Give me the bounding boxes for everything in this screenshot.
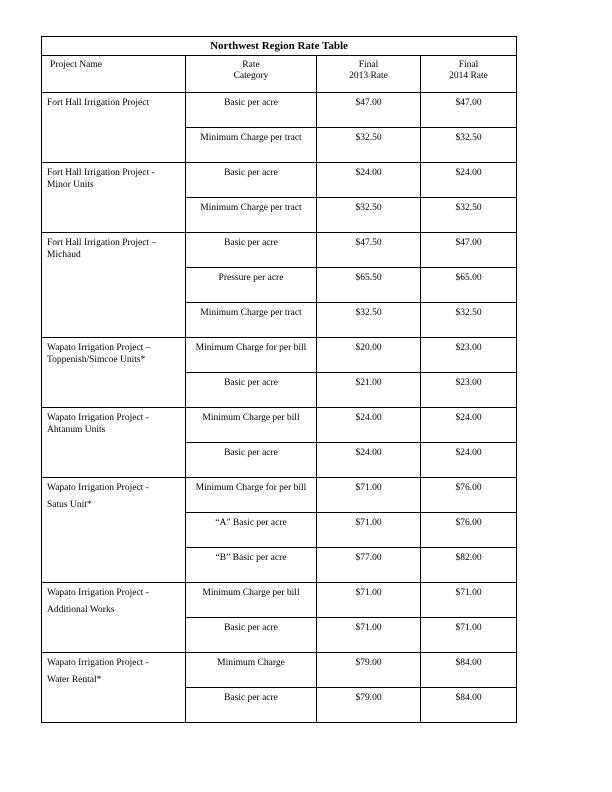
rate-2013-cell: $47.50 (317, 233, 421, 268)
rate-category-cell: Basic per acre (186, 373, 317, 408)
table-row (42, 653, 517, 688)
rate-2014-cell: $47.00 (421, 233, 517, 268)
rate-2014-cell: $84.00 (421, 653, 517, 688)
rate-2013-cell: $71.00 (317, 618, 421, 653)
rate-category-cell: Minimum Charge (186, 653, 317, 688)
rate-2013-cell: $21.00 (317, 373, 421, 408)
project-name-line1: Fort Hall Irrigation Project - (47, 168, 155, 178)
rate-2014-cell: $23.00 (421, 373, 517, 408)
project-name-line2: Minor Units (47, 180, 94, 190)
rate-category-cell: Basic per acre (186, 443, 317, 478)
project-name-line2: Michaud (47, 250, 81, 260)
rate-2014-cell: $32.50 (421, 198, 517, 233)
rate-2014-cell: $65.00 (421, 268, 517, 303)
rate-2013-cell: $77.00 (317, 548, 421, 583)
project-name-cell (42, 338, 186, 408)
project-name-cell (42, 93, 186, 163)
rate-2014-cell: $71.00 (421, 618, 517, 653)
project-name-cell (42, 163, 186, 233)
table-row (42, 233, 517, 268)
rate-2014-cell: $82.00 (421, 548, 517, 583)
rate-2013-cell: $24.00 (317, 443, 421, 478)
project-name-line1: Fort Hall Irrigation Project – (47, 238, 157, 248)
rate-2014-cell: $24.00 (421, 443, 517, 478)
header-project-name (42, 56, 186, 93)
project-name-line1: Wapato Irrigation Project - (47, 413, 149, 423)
header-2014-line1: Final (458, 60, 479, 70)
rate-2013-cell: $47.00 (317, 93, 421, 128)
project-name-cell (42, 408, 186, 478)
table-row (42, 163, 517, 198)
project-name-line2: Water Rental* (47, 675, 102, 685)
project-name-line2: Satus Unit* (47, 500, 92, 510)
table-row (42, 478, 517, 513)
rate-category-cell: Basic per acre (186, 93, 317, 128)
project-name-line1: Wapato Irrigation Project - (47, 588, 149, 598)
rate-2014-cell: $24.00 (421, 408, 517, 443)
rate-2013-cell: $24.00 (317, 163, 421, 198)
table-row (42, 583, 517, 618)
rate-category-cell: Minimum Charge for per bill (186, 478, 317, 513)
rate-2014-cell: $84.00 (421, 688, 517, 723)
rate-category-cell: Pressure per acre (186, 268, 317, 303)
rate-category-cell: Basic per acre (186, 233, 317, 268)
rate-2013-cell: $79.00 (317, 653, 421, 688)
table-row (42, 408, 517, 443)
rate-2013-cell: $79.00 (317, 688, 421, 723)
rate-2013-cell: $32.50 (317, 303, 421, 338)
project-name-line1: Fort Hall Irrigation Project (47, 98, 150, 108)
header-project-label: Project Name (50, 60, 102, 70)
header-rate-category (186, 56, 317, 93)
table-row (42, 338, 517, 373)
header-2013-rate (317, 56, 421, 93)
project-name-line2: Ahtanum Units (47, 425, 106, 435)
rate-2013-cell: $71.00 (317, 513, 421, 548)
table-title: Northwest Region Rate Table (42, 37, 517, 56)
project-name-cell (42, 478, 186, 583)
rate-category-cell: Minimum Charge per bill (186, 408, 317, 443)
project-name-line2: Additional Works (47, 605, 115, 615)
rate-category-cell: “A” Basic per acre (186, 513, 317, 548)
rate-2013-cell: $65.50 (317, 268, 421, 303)
rate-2013-cell: $24.00 (317, 408, 421, 443)
header-rate-line2: Category (233, 71, 269, 81)
rate-table (41, 36, 517, 723)
rate-2013-cell: $32.50 (317, 128, 421, 163)
project-name-cell (42, 233, 186, 338)
rate-2014-cell: $71.00 (421, 583, 517, 618)
rate-2013-cell: $20.00 (317, 338, 421, 373)
rate-2013-cell: $71.00 (317, 478, 421, 513)
rate-category-cell: Minimum Charge per tract (186, 303, 317, 338)
header-2013-line2: 2013 Rate (349, 71, 388, 81)
header-2014-rate (421, 56, 517, 93)
rate-table-body (42, 93, 517, 723)
rate-category-cell: “B” Basic per acre (186, 548, 317, 583)
project-name-cell (42, 653, 186, 723)
rate-category-cell: Basic per acre (186, 618, 317, 653)
project-name-line1: Wapato Irrigation Project - (47, 483, 149, 493)
rate-category-cell: Minimum Charge per tract (186, 198, 317, 233)
rate-category-cell: Basic per acre (186, 163, 317, 198)
project-name-line1: Wapato Irrigation Project – (47, 343, 151, 353)
rate-category-cell: Minimum Charge per bill (186, 583, 317, 618)
rate-2014-cell: $47.00 (421, 93, 517, 128)
header-2013-line1: Final (358, 60, 379, 70)
rate-2014-cell: $24.00 (421, 163, 517, 198)
header-row (42, 56, 517, 93)
header-2014-line2: 2014 Rate (449, 71, 488, 81)
project-name-line1: Wapato Irrigation Project - (47, 658, 149, 668)
project-name-line2: Toppenish/Simcoe Units* (47, 355, 146, 365)
rate-2014-cell: $32.50 (421, 128, 517, 163)
rate-2013-cell: $71.00 (317, 583, 421, 618)
rate-2014-cell: $76.00 (421, 513, 517, 548)
table-row (42, 93, 517, 128)
rate-category-cell: Minimum Charge per tract (186, 128, 317, 163)
rate-category-cell: Minimum Charge for per bill (186, 338, 317, 373)
rate-2013-cell: $32.50 (317, 198, 421, 233)
project-name-cell (42, 583, 186, 653)
rate-category-cell: Basic per acre (186, 688, 317, 723)
header-rate-line1: Rate (242, 60, 260, 70)
rate-2014-cell: $23.00 (421, 338, 517, 373)
rate-2014-cell: $32.50 (421, 303, 517, 338)
rate-2014-cell: $76.00 (421, 478, 517, 513)
